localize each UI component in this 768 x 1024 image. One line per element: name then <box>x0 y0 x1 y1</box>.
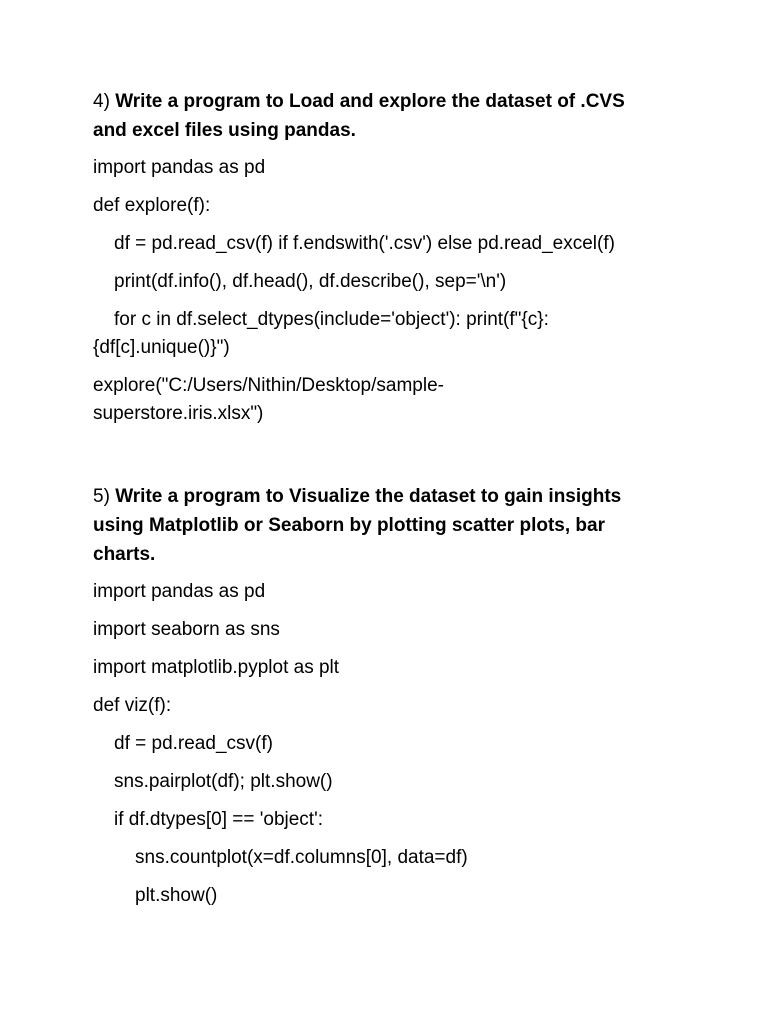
section-4-title-line-2: and excel files using pandas. <box>93 120 356 141</box>
code-line-wrapped <box>93 372 693 428</box>
code-line-part: {df[c].unique()}") <box>93 337 230 358</box>
section-5-number: 5) <box>93 486 116 507</box>
code-line: import pandas as pd <box>93 581 266 602</box>
code-line: import matplotlib.pyplot as plt <box>93 657 340 678</box>
code-line: df = pd.read_csv(f) if f.endswith('.csv') else pd.read_excel(f) <box>114 233 615 254</box>
code-line-part: explore("C:/Users/Nithin/Desktop/sample- <box>93 375 444 396</box>
code-line-part: superstore.iris.xlsx") <box>93 403 264 424</box>
section-5-title-line-3: charts. <box>93 544 156 565</box>
code-line-wrapped <box>93 306 693 362</box>
code-line: print(df.info(), df.head(), df.describe(), sep='\n') <box>114 271 507 292</box>
section-4-heading <box>93 87 693 145</box>
code-line: import pandas as pd <box>93 157 266 178</box>
code-line-part: for c in df.select_dtypes(include='object'): print(f"{c}: <box>114 309 549 330</box>
code-line: df = pd.read_csv(f) <box>114 733 273 754</box>
code-line: if df.dtypes[0] == 'object': <box>114 809 323 830</box>
section-4-title-line-1: Write a program to Load and explore the dataset of .CVS <box>115 91 625 112</box>
section-5-heading <box>93 482 693 569</box>
section-5 <box>93 482 693 920</box>
code-line: plt.show() <box>135 885 218 906</box>
section-4-number: 4) <box>93 91 116 112</box>
section-4 <box>93 87 693 438</box>
section-5-title-line-1: Write a program to Visualize the dataset to gain insights <box>115 486 622 507</box>
code-line: sns.countplot(x=df.columns[0], data=df) <box>135 847 468 868</box>
code-line: def viz(f): <box>93 695 172 716</box>
code-line: import seaborn as sns <box>93 619 280 640</box>
section-5-title-line-2: using Matplotlib or Seaborn by plotting scatter plots, bar <box>93 515 605 536</box>
code-line: sns.pairplot(df); plt.show() <box>114 771 333 792</box>
code-line: def explore(f): <box>93 195 211 216</box>
